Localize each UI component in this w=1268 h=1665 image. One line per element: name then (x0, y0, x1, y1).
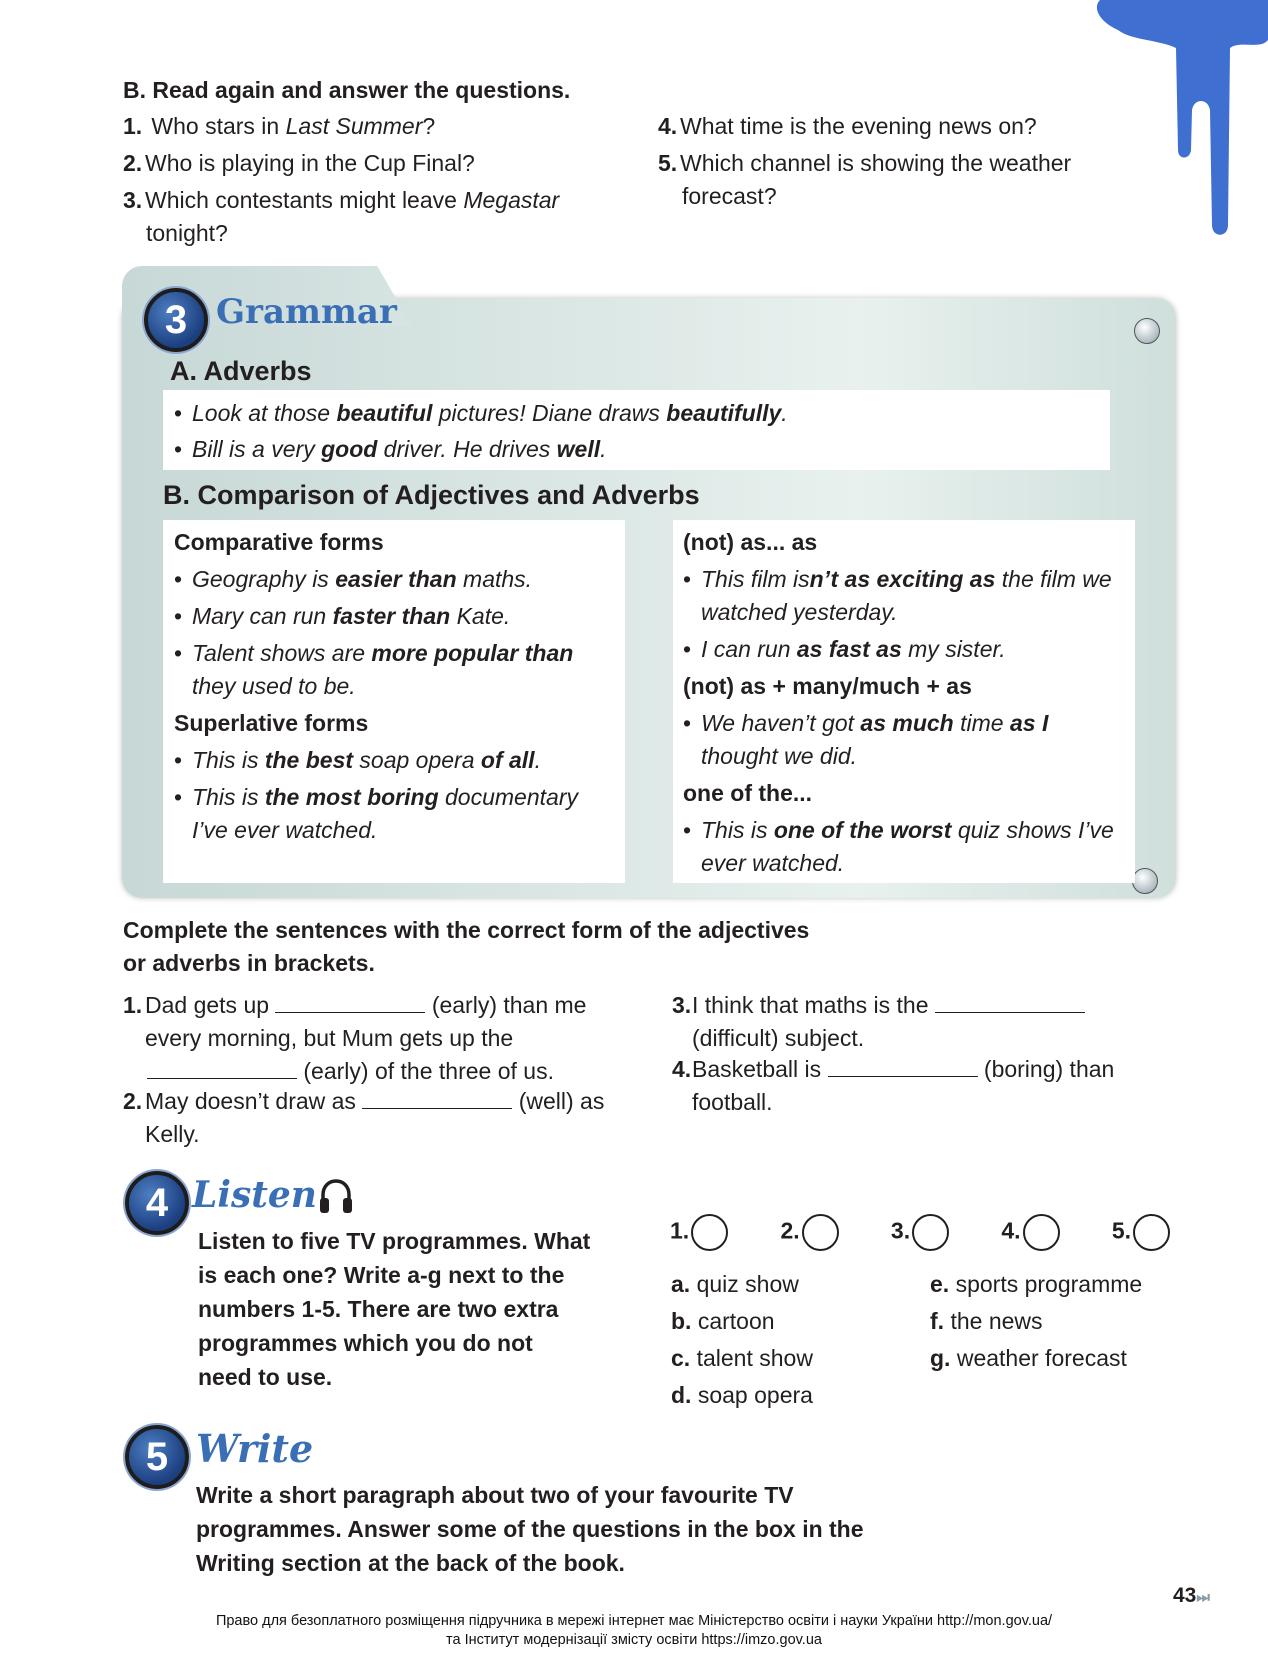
section-number-badge: 5 (125, 1425, 189, 1489)
options-left (671, 1266, 911, 1414)
listen-instruction: Listen to five TV programmes. What is each one? Write a-g next to the numbers 1-5. There are two extra programmes which you do not need to use. (198, 1228, 591, 1390)
answer-circle[interactable] (691, 1214, 728, 1251)
question-2: 2. Who is playing in the Cup Final? (123, 147, 593, 180)
exercise-instruction: Complete the sentences with the correct form of the adjectives or adverbs in brackets. (123, 917, 810, 976)
write-instruction: Write a short paragraph about two of your favourite TV programmes. Answer some of the questions in the box in the Writing section at the back of the book. (196, 1482, 864, 1576)
question-number: 2. (123, 150, 143, 176)
section-title: Write (196, 1426, 314, 1471)
answer-blank[interactable] (362, 1088, 512, 1109)
next-page-icon: ⏭ (1196, 1589, 1210, 1606)
footer: Право для безоплатного розміщення підручника в мережі інтернет має Міністерство освіти і науки України http://mon.gov.ua/ та Інститут модернізації змісту освіти https://imzo.gov.ua (215, 1613, 1053, 1648)
answer-circle[interactable] (1133, 1214, 1170, 1251)
comparative-example: • Mary can run faster than Kate. (174, 600, 619, 633)
exercise-item-2: 2. May doesn’t draw as (well) as Kelly. (123, 1088, 605, 1147)
answer-blank[interactable] (828, 1056, 978, 1077)
as-as-heading: (not) as... as (683, 529, 818, 555)
answer-slot[interactable]: 4. (1001, 1214, 1059, 1251)
comparative-example: • Talent shows are more popular than (174, 637, 619, 670)
info-icon (1132, 868, 1158, 894)
info-icon (1134, 318, 1160, 344)
answer-blank[interactable] (147, 1058, 297, 1079)
comparative-heading: Comparative forms (174, 529, 384, 555)
section-title: Grammar (216, 292, 397, 332)
adverbs-example-2: • Bill is a very good driver. He drives well. (174, 433, 607, 466)
page-number: 43⏭ (1173, 1584, 1210, 1607)
adverbs-heading: A. Adverbs (170, 356, 312, 386)
option-item: e. sports programme (930, 1271, 1143, 1297)
question-1: 1. Who stars in Last Summer? (123, 110, 593, 143)
option-item: g. weather forecast (930, 1345, 1127, 1371)
comparative-example: • Geography is easier than maths. (174, 563, 619, 596)
as-as-content: (not) as... as • This film isn’t as exciting as the film we watched yesterday. • I can run as fast as my sister. (not) as + many/much + as • We haven’t got as much time as I thought we did. one of the... • This is one of the worst quiz shows I’ve ever watched. (683, 526, 1133, 880)
option-item: a. quiz show (671, 1271, 799, 1297)
exercise-item-3: 3.I think that maths is the (difficult) subject. (672, 989, 1192, 1055)
answer-slot[interactable]: 3. (891, 1214, 949, 1251)
option-item: b. cartoon (671, 1308, 775, 1334)
as-as-example: • This film isn’t as exciting as the film we (683, 563, 1133, 596)
comparison-heading: B. Comparison of Adjectives and Adverbs (163, 480, 700, 510)
many-much-example: • We haven’t got as much time as I (683, 707, 1133, 740)
question-number: 1. (123, 113, 143, 139)
question-5: 5. Which channel is showing the weather forecast? (658, 147, 1128, 213)
option-item: f. the news (930, 1308, 1043, 1334)
options-right (930, 1266, 1190, 1377)
exercise-item-4: 4.Basketball is (boring) than football. (672, 1056, 1115, 1115)
answer-circle[interactable] (802, 1214, 839, 1251)
question-3: 3. Which contestants might leave Megastar tonight? (123, 184, 603, 250)
headphones-icon (318, 1178, 354, 1216)
answer-circle[interactable] (912, 1214, 949, 1251)
superlative-example: • This is the best soap opera of all. (174, 744, 619, 777)
question-number: 3. (123, 187, 143, 213)
adverbs-example-1: • Look at those beautiful pictures! Diane draws beautifully. (174, 397, 788, 430)
section-b-heading: B. Read again and answer the questions. (123, 77, 571, 103)
answer-circle[interactable] (1023, 1214, 1060, 1251)
many-much-heading: (not) as + many/much + as (683, 673, 972, 699)
exercise-item-1: 1. Dad gets up (early) than me every morning, but Mum gets up the (early) of the three of us. (123, 992, 587, 1084)
as-as-example: • I can run as fast as my sister. (683, 633, 1133, 666)
answer-blank[interactable] (275, 992, 425, 1013)
superlative-example: • This is the most boring documentary (174, 781, 619, 814)
question-number: 5. (658, 150, 678, 176)
one-of-the-example: • This is one of the worst quiz shows I’ve (683, 814, 1133, 847)
question-4: 4. What time is the evening news on? (658, 110, 1128, 143)
answer-numbers (670, 1214, 1170, 1251)
option-item: d. soap opera (671, 1382, 813, 1408)
answer-blank[interactable] (935, 992, 1085, 1013)
option-item: c. talent show (671, 1345, 813, 1371)
section-title: Listen (192, 1174, 317, 1216)
superlative-heading: Superlative forms (174, 710, 369, 736)
answer-slot[interactable]: 5. (1112, 1214, 1170, 1251)
section-number-badge: 3 (144, 288, 208, 352)
answer-slot[interactable]: 2. (780, 1214, 838, 1251)
question-number: 4. (658, 113, 678, 139)
comparative-content: Comparative forms • Geography is easier than maths. • Mary can run faster than Kate. • Talent shows are more popular than they used to be. Superlative forms • This is the best soap opera of all. • This is the most boring documentary I’ve ever watched. (174, 526, 619, 847)
answer-slot[interactable]: 1. (670, 1214, 728, 1251)
section-number-badge: 4 (125, 1171, 189, 1235)
one-of-the-heading: one of the... (683, 780, 813, 806)
